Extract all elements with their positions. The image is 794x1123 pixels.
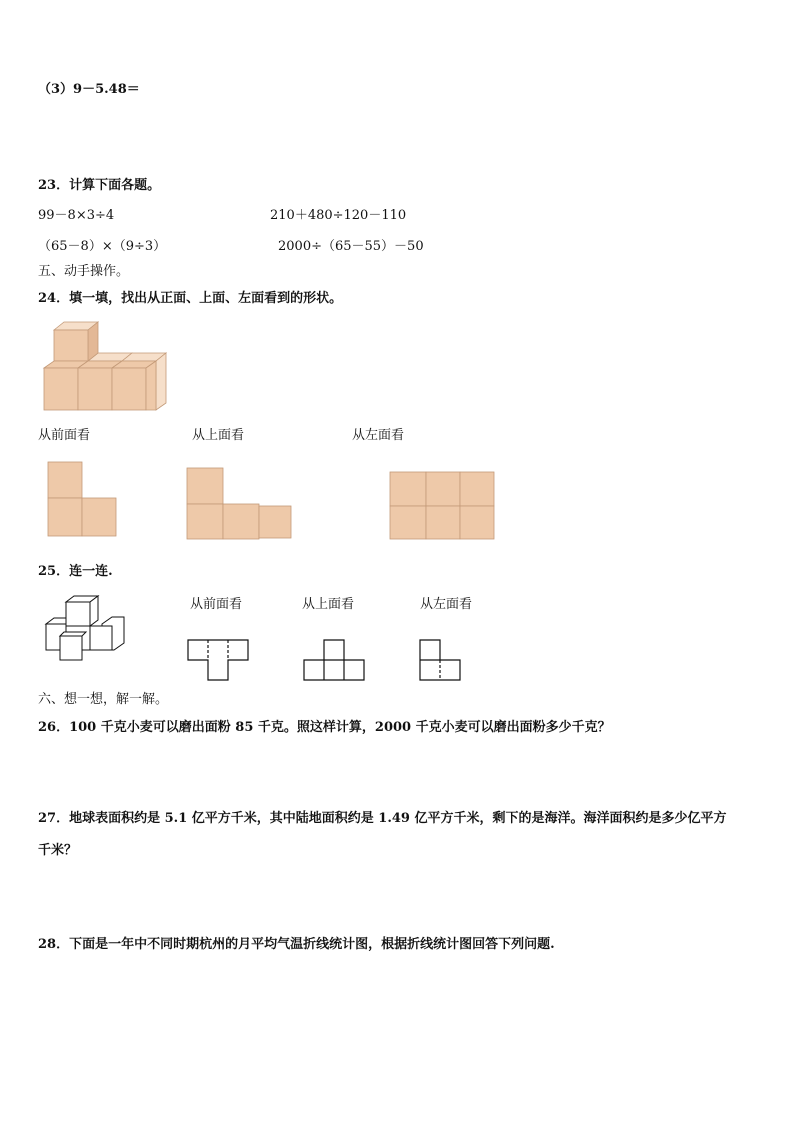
q25-shape-t [186, 638, 252, 684]
q25-label-top: 从上面看 [302, 597, 355, 612]
section5-title: 五、动手操作。 [38, 264, 130, 279]
q25-title: 25．连一连. [38, 564, 113, 579]
q24-label-front: 从前面看 [38, 428, 91, 443]
q25-shape-l [418, 638, 464, 684]
q23-expr-c: （65－8）×（9÷3） [38, 239, 167, 254]
q23-expr-b: 210＋480÷120－110 [270, 208, 407, 223]
section6-title: 六、想一想，解一解。 [38, 692, 169, 707]
q23-title: 23．计算下面各题。 [38, 178, 161, 193]
q25-cube-outline-figure [42, 594, 137, 664]
q23-expr-a: 99－8×3÷4 [38, 208, 115, 223]
q24-left-view [388, 470, 498, 542]
q25-shape-inverted-t [302, 638, 368, 684]
q24-label-left: 从左面看 [352, 428, 405, 443]
q27-text-line1: 27．地球表面积约是 5.1 亿平方千米，其中陆地面积约是 1.49 亿平方千米，剩下的是海洋。海洋面积约是多少亿平方 [38, 811, 727, 826]
q26-text: 26．100 千克小麦可以磨出面粉 85 千克。照这样计算，2000 千克小麦可以磨出面粉多少千克？ [38, 720, 611, 735]
q24-label-top: 从上面看 [192, 428, 245, 443]
q27-text-line2: 千米？ [38, 843, 78, 858]
q28-text: 28．下面是一年中不同时期杭州的月平均气温折线统计图，根据折线统计图回答下列问题. [38, 937, 555, 952]
q25-label-front: 从前面看 [190, 597, 243, 612]
q24-cube-stack-figure [40, 318, 175, 414]
item-3-expression: （3）9－5.48＝ [38, 82, 140, 97]
q25-label-left: 从左面看 [420, 597, 473, 612]
q24-front-view [46, 460, 120, 540]
q24-title: 24．填一填，找出从正面、上面、左面看到的形状。 [38, 291, 343, 306]
q23-expr-d: 2000÷（65－55）－50 [278, 239, 424, 254]
q24-top-view [185, 466, 295, 542]
